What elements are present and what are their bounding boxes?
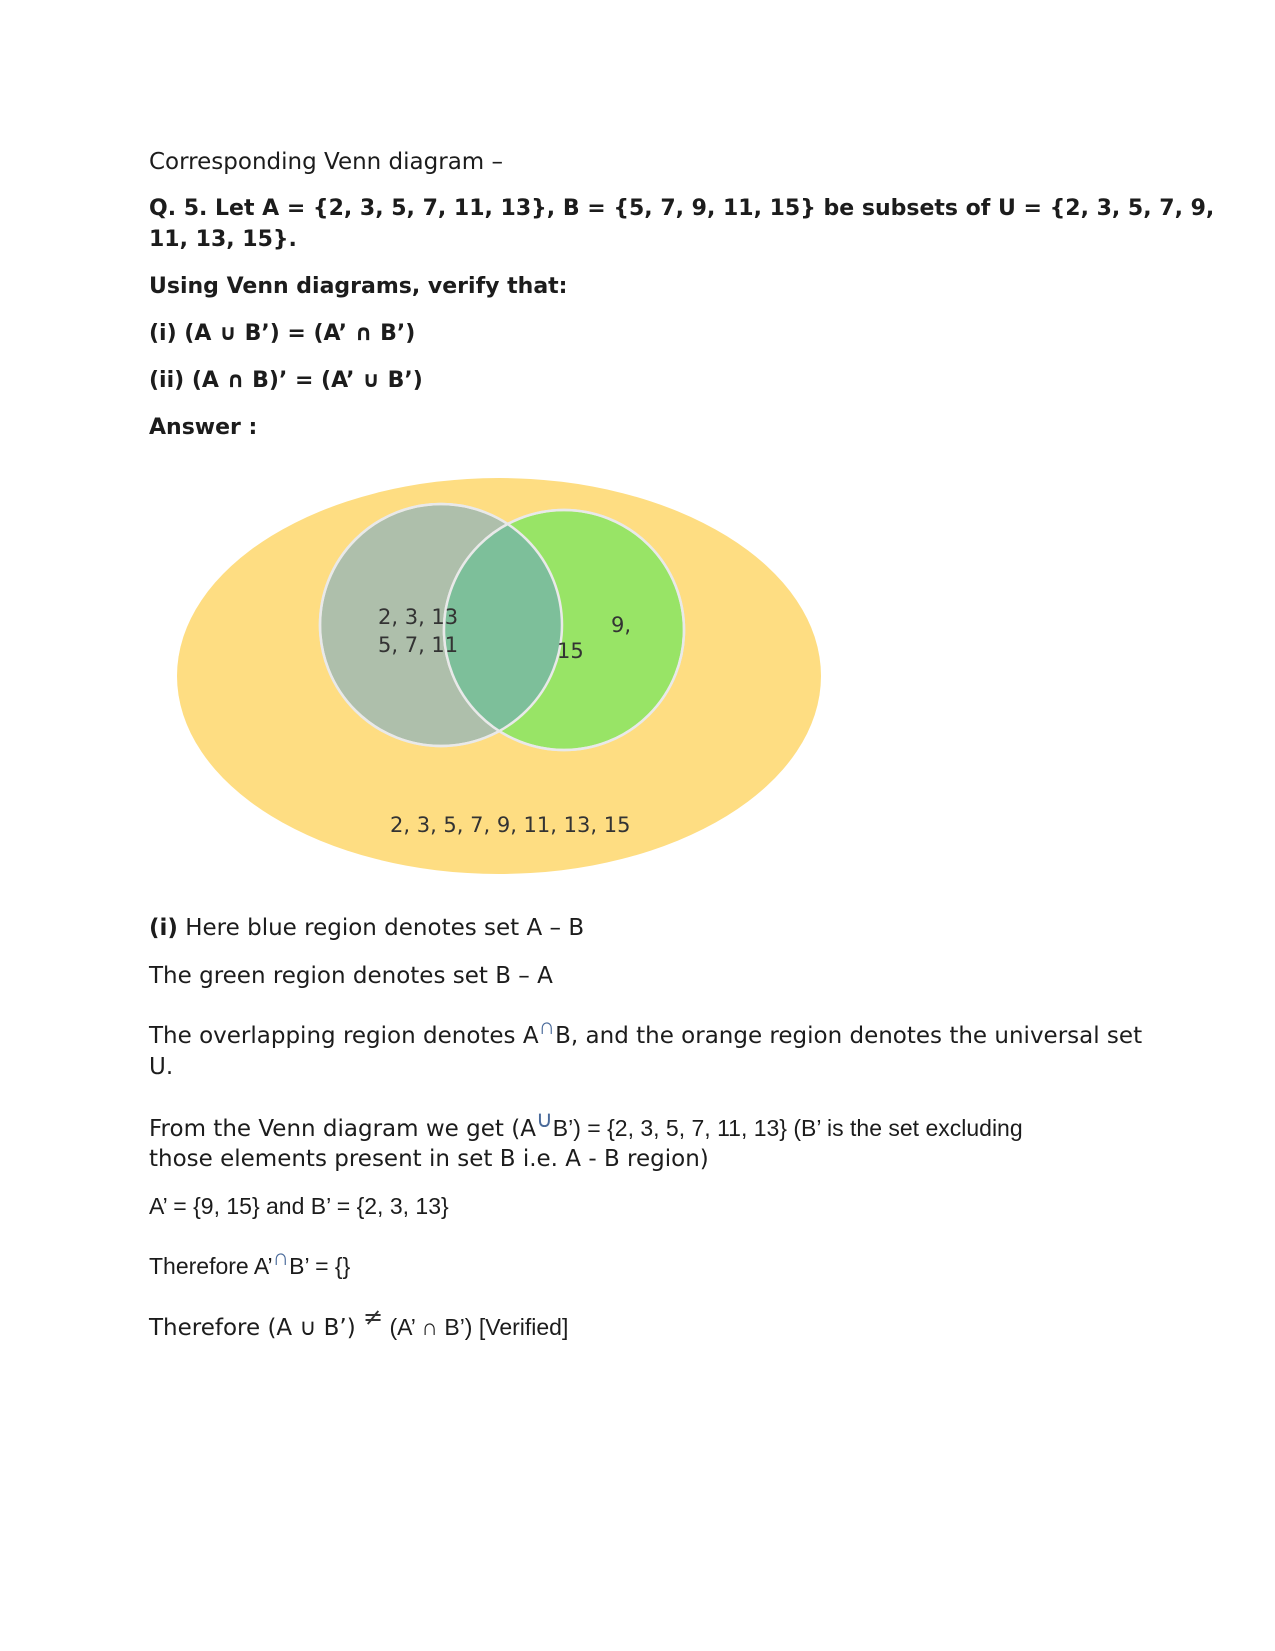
overlap-label: 15 (557, 639, 584, 663)
intro-text: Corresponding Venn diagram – (149, 149, 504, 175)
universe-label: 2, 3, 5, 7, 9, 11, 13, 15 (390, 813, 631, 837)
paragraph-derivation-line-2: those elements present in set B i.e. A - B region) (149, 1146, 709, 1172)
paragraph-green-region: The green region denotes set B – A (149, 963, 553, 989)
paragraph-overlap-line-2: U. (149, 1054, 174, 1080)
intersection-icon: ∩ (272, 1244, 290, 1270)
part-i-statement: (i) (A ∪ B’) = (A’ ∩ B’) (149, 321, 416, 346)
paragraph-overlap-line-1: The overlapping region denotes A∩B, and the orange region denotes the universal set (149, 1013, 1143, 1049)
paragraph-derivation-line-1: From the Venn diagram we get (A∪B’) = {2, 3, 5, 7, 11, 13} (B’ is the set excluding (149, 1106, 1023, 1142)
paragraph-complements: A’ = {9, 15} and B’ = {2, 3, 13} (149, 1193, 449, 1219)
answer-label: Answer : (149, 415, 258, 440)
part-i-label: (i) (149, 915, 178, 941)
blue-region-text: Here blue region denotes set A – B (177, 915, 585, 941)
paragraph-blue-region (149, 913, 584, 944)
set-a-label-line-2: 5, 7, 11 (378, 633, 459, 657)
union-icon: ∪ (535, 1106, 553, 1132)
question-line-2: 11, 13, 15}. (149, 227, 297, 252)
set-a-label-line-1: 2, 3, 13 (378, 605, 459, 629)
question-line-1: Q. 5. Let A = {2, 3, 5, 7, 11, 13}, B = {5, 7, 9, 11, 15} be subsets of U = {2, 3, 5, 7, 9, (149, 196, 1215, 221)
not-equal-icon: ≠ (363, 1303, 384, 1331)
paragraph-therefore-2: Therefore (A ∪ B’) ≠ (A’ ∩ B’) [Verified] (149, 1303, 569, 1341)
set-b-label: 9, (611, 613, 632, 637)
instruction-text: Using Venn diagrams, verify that: (149, 274, 568, 299)
paragraph-therefore-1: Therefore A’∩B’ = {} (149, 1244, 351, 1279)
part-ii-statement: (ii) (A ∩ B)’ = (A’ ∪ B’) (149, 368, 423, 393)
intersection-icon: ∩ (538, 1013, 556, 1039)
